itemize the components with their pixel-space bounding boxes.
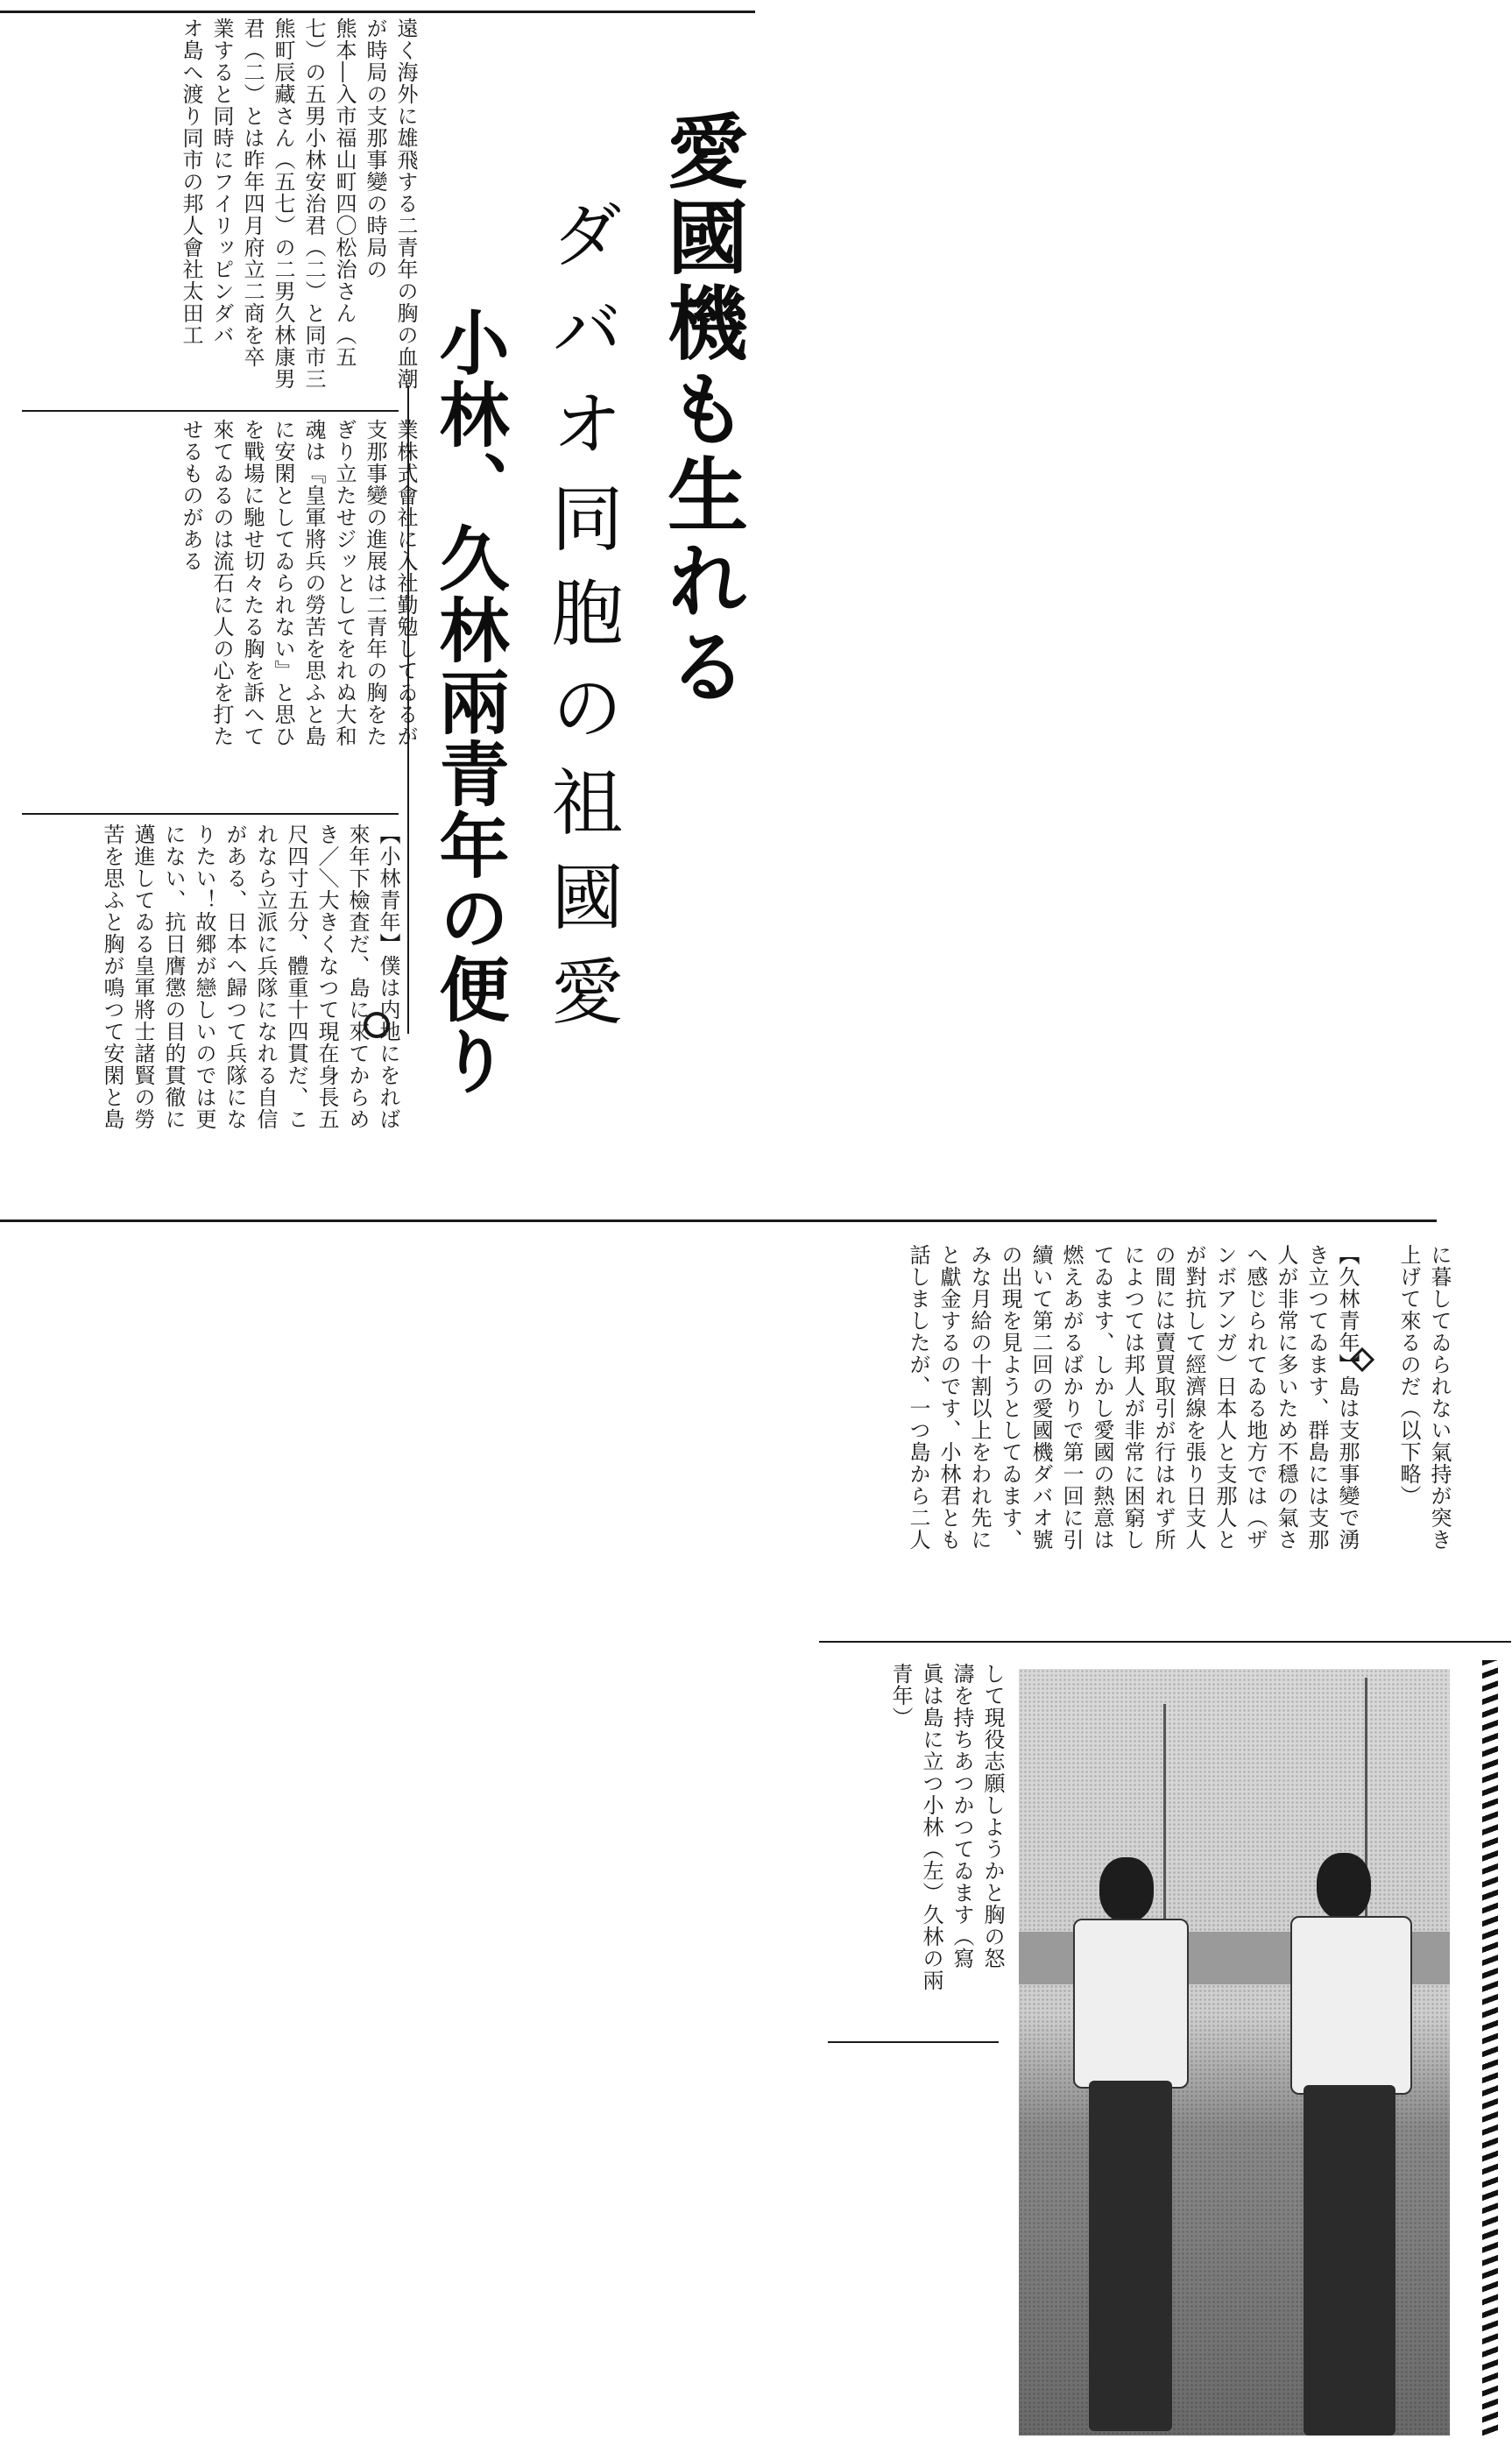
caption-text-col: 眞は島に立つ小林（左）久林の兩 bbox=[919, 1663, 943, 1991]
hisabayashi-text-col: が對抗して經濟線を張り日支人 bbox=[1182, 1244, 1206, 1551]
kobayashi-text-col: れなら立派に兵隊になれる自信 bbox=[253, 824, 278, 1130]
continuation-text-col: 上げて來るのだ（以下略） bbox=[1396, 1244, 1421, 1507]
caption-text-col: 青年） bbox=[888, 1663, 913, 1729]
person-left-trousers bbox=[1089, 2081, 1172, 2431]
article-text-col: を戰場に馳せ切々たる胸を訴へて bbox=[240, 419, 265, 747]
headline-sub: ダバオ同胞の祖國愛 bbox=[540, 197, 623, 1049]
article-text-col: せるものがある bbox=[179, 419, 203, 572]
section-marker-circle bbox=[364, 1012, 390, 1038]
hisabayashi-text-col: てゐます、しかし愛國の熱意は bbox=[1090, 1244, 1114, 1551]
headline-divider bbox=[407, 385, 409, 1034]
hisabayashi-letter-columns bbox=[823, 1244, 1454, 1638]
kobayashi-text-col: にない、抗日膺懲の目的貫徹に bbox=[161, 824, 186, 1130]
article-text-col: 業すると同時にフイリッピンダバ bbox=[209, 18, 234, 346]
person-left-head bbox=[1099, 1857, 1154, 1922]
hisabayashi-text-col: 燃えあがるばかりで第一回に引 bbox=[1059, 1244, 1084, 1551]
person-right-trousers bbox=[1304, 2085, 1395, 2435]
article-middle-columns bbox=[18, 419, 420, 804]
kobayashi-text-col: 邁進してゐる皇軍將士諸賢の勞 bbox=[131, 824, 155, 1130]
caption-text-col: 濤を持ちあつかつてゐます（寫 bbox=[950, 1663, 974, 1969]
hisabayashi-text-col: と獻金するのです、小林君とも bbox=[936, 1244, 961, 1551]
hisabayashi-text-col: 人が非常に多いため不穩の氣さ bbox=[1274, 1244, 1298, 1551]
hisabayashi-text-col: 【久林青年】島は支那事變で湧 bbox=[1335, 1244, 1360, 1551]
column-separator bbox=[22, 410, 399, 412]
article-text-col: 七）の五男小林安治君（二）と同市三 bbox=[301, 18, 326, 390]
headline-names: 小林、久林兩青年の便り bbox=[427, 307, 510, 1097]
hisabayashi-text-col: によつては邦人が非常に困窮し bbox=[1120, 1244, 1145, 1551]
continuation-bottom-rule bbox=[819, 1641, 1511, 1643]
headline-main: 愛國機も生れる bbox=[654, 110, 749, 710]
person-left-shirt bbox=[1073, 1919, 1189, 2089]
kobayashi-text-col: 來年下檢査だ、島に來てからめ bbox=[345, 824, 370, 1130]
person-right-shirt bbox=[1290, 1916, 1412, 2095]
kobayashi-text-col: き／＼大きくなつて現在身長五 bbox=[314, 824, 339, 1130]
article-text-col: 熊本―入市福山町四〇松治さん（五 bbox=[332, 18, 357, 368]
caption-bottom-rule bbox=[828, 2041, 999, 2043]
hisabayashi-text-col: みな月給の十割以上をわれ先に bbox=[967, 1244, 992, 1551]
top-rule bbox=[0, 11, 755, 13]
hisabayashi-text-col: ンボアンガ）日本人と支那人と bbox=[1212, 1244, 1237, 1551]
hisabayashi-text-col: の出現を見ようとしてゐます、 bbox=[998, 1244, 1022, 1551]
article-text-col: 遠く海外に雄飛する二青年の胸の血潮が時局の支那事變の時局の bbox=[363, 18, 418, 390]
person-right-head bbox=[1317, 1853, 1371, 1919]
block-bottom-rule bbox=[0, 1220, 1437, 1222]
article-text-col: に安閑としてゐられない』と思ひ bbox=[271, 419, 295, 747]
article-text-col: 魂は『皇軍將兵の勞苦を思ふと島 bbox=[301, 419, 326, 747]
article-text-col: オ島へ渡り同市の邦人會社太田工 bbox=[179, 18, 203, 346]
hisabayashi-text-col: へ感じられてゐる地方では（ザ bbox=[1243, 1244, 1268, 1551]
kobayashi-text-col: りたい！故郷が戀しいのでは更 bbox=[192, 824, 216, 1130]
kobayashi-text-col: 苦を思ふと胸が鳴つて安閑と島 bbox=[100, 824, 124, 1130]
hisabayashi-text-col: の間には賣買取引が行はれず所 bbox=[1151, 1244, 1176, 1551]
article-text-col: 熊町辰藏さん（五七）の二男久林康男 bbox=[271, 18, 295, 390]
kobayashi-text-col: 尺四寸五分、體重十四貫だ、こ bbox=[284, 824, 308, 1130]
article-text-col: ぎり立たせジッとしてをれぬ大和 bbox=[332, 419, 357, 747]
continuation-text-col: に暮してゐられない氣持が突き bbox=[1427, 1244, 1452, 1551]
article-text-col: 君（二）とは昨年四月府立二商を卒 bbox=[240, 18, 265, 368]
article-upper-columns bbox=[18, 18, 420, 403]
hisabayashi-text-col: 續いて第二回の愛國機ダバオ號 bbox=[1028, 1244, 1053, 1551]
kobayashi-letter-columns bbox=[18, 824, 403, 1209]
torn-edge bbox=[1482, 1660, 1498, 2435]
hisabayashi-text-col: き立つてゐます、群島には支那 bbox=[1304, 1244, 1329, 1551]
photo-caption-columns bbox=[832, 1663, 1007, 2048]
kobayashi-text-col: 【小林青年】僕は内地にをれば bbox=[376, 824, 400, 1130]
photo-two-young-men bbox=[1019, 1669, 1450, 2435]
article-text-col: 來てゐるのは流石に人の心を打た bbox=[209, 419, 234, 747]
kobayashi-text-col: がある、日本へ歸つて兵隊にな bbox=[223, 824, 247, 1130]
hisabayashi-text-col: 話しましたが、一つ島から二人 bbox=[906, 1244, 930, 1551]
caption-text-col: して現役志願しようかと胸の怒 bbox=[980, 1663, 1005, 1969]
column-separator bbox=[22, 813, 399, 815]
article-text-col: 支那事變の進展は二青年の胸をた bbox=[363, 419, 387, 747]
article-text-col: 業株式會社に入社勤勉してゐるが bbox=[393, 419, 418, 747]
